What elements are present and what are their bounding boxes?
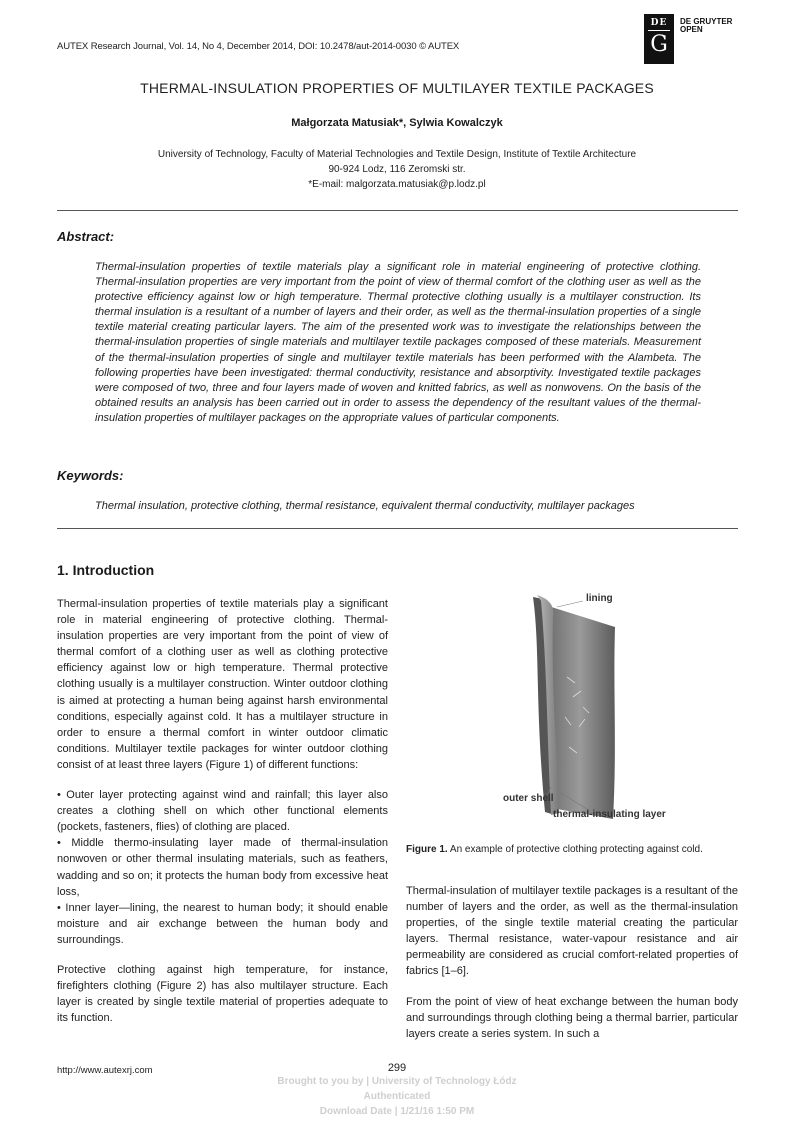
- bullet-middle-layer: • Middle thermo-insulating layer made of thermal-insulation nonwoven or other thermal insulating materials, such as feathers, wadding and so on; it protects the human body from excessive heat loss,: [57, 837, 388, 898]
- divider-top: [57, 210, 738, 211]
- figure-1-image: [495, 587, 670, 827]
- affiliation-line1: University of Technology, Faculty of Material Technologies and Textile Design, Institute of Textile Architecture: [157, 149, 637, 160]
- logo-top-text: DE: [650, 18, 668, 28]
- publisher-name: [680, 18, 732, 34]
- watermark-line1: Brought to you by | University of Technology Łódz: [277, 1076, 517, 1087]
- abstract-body: Thermal-insulation properties of textile materials play a significant role in material engineering of protective clothing. Thermal-insulation properties are very important from the point of view of thermal comfort of the clothing user as well as the protective efficiency against low or high temperature. Thermal protective clothing usually is a multilayer construction. Its thermal insulation is a resultant of a number of layers and their order, as well as the thermal-insulation properties of a single textile material creating particular layers. The aim of the presented work was to investigate the relationships between the thermal-insulation properties of single materials and multilayer textile packages composed of these materials. Measurement of the thermal-insulation properties of single and multilayer textile materials has been performed with the Alambeta. The following properties have been investigated: thermal conductivity, resistance and absorptivity. Investigated textile packages were composed of two, three and four layers made of woven and knitted fabrics, as well as nonwovens. On the basis of the obtained results an analysis has been carried out in order to assess the dependency of the resultant values of the thermal-insulation properties of multilayer packages on the appropriate values of particular components.: [95, 261, 701, 424]
- paper-authors: Małgorzata Matusiak*, Sylwia Kowalczyk: [291, 117, 503, 129]
- publisher-line1: DE GRUYTER: [680, 17, 733, 26]
- publisher-logo: [644, 14, 674, 64]
- figure-label-thermal-layer: thermal-insulating layer: [553, 809, 666, 820]
- watermark-line3: Download Date | 1/21/16 1:50 PM: [319, 1106, 475, 1117]
- bullet-outer-layer: • Outer layer protecting against wind and rainfall; this layer also creates a clothing shell on which other functional elements (pockets, fasteners, flies) of clothing are placed.: [57, 789, 388, 834]
- watermark-line2: Authenticated: [363, 1091, 431, 1102]
- affiliation-email[interactable]: *E-mail: malgorzata.matusiak@p.lodz.pl: [308, 179, 486, 190]
- keywords-heading: Keywords:: [57, 468, 124, 483]
- affiliation-line2: 90-924 Lodz, 116 Zeromski str.: [328, 164, 466, 175]
- logo-bottom-text: G: [650, 32, 668, 57]
- section-heading-introduction: 1. Introduction: [57, 562, 155, 578]
- intro-paragraph-3: Thermal-insulation of multilayer textile packages is a resultant of the number of layers and the order, as well as the thermal-insulation properties, of the single textile material creating the particular layers. Thermal resistance, water-vapour resistance and air permeability are considered as crucial comfort-related properties of fabrics [1–6].: [406, 885, 738, 978]
- caption-label: Figure 1.: [406, 844, 448, 855]
- journal-citation: AUTEX Research Journal, Vol. 14, No 4, December 2014, DOI: 10.2478/aut-2014-0030 © AUTEX: [57, 41, 460, 52]
- bullet-inner-layer: • Inner layer—lining, the nearest to human body; it should enable moisture and air exchange between the human body and surroundings.: [57, 901, 388, 946]
- publisher-line2: OPEN: [680, 25, 703, 34]
- paper-title: THERMAL-INSULATION PROPERTIES OF MULTILAYER TEXTILE PACKAGES: [140, 80, 654, 96]
- abstract-heading: Abstract:: [57, 229, 115, 244]
- caption-text: An example of protective clothing protecting against cold.: [449, 844, 703, 855]
- intro-paragraph-2: Protective clothing against high temperature, for instance, firefighters clothing (Figure 2) has also multilayer structure. Each layer is created by single textile material of properties adequate to its function.: [57, 963, 388, 1025]
- footer-url-link[interactable]: http://www.autexrj.com: [57, 1065, 153, 1076]
- intro-paragraph-4: From the point of view of heat exchange between the human body and surroundings through clothing being a thermal barrier, particular layers create a series system. In such a: [406, 995, 738, 1040]
- divider-bottom: [57, 528, 738, 529]
- keywords-body: Thermal insulation, protective clothing, thermal resistance, equivalent thermal conductivity, multilayer packages: [95, 500, 635, 512]
- intro-paragraph-1: Thermal-insulation properties of textile materials play a significant role in material engineering of protective clothing. Thermal-insulation properties are very important from the point of view of thermal comfort of a clothing user as well as clothing protective efficiency against low or high temperature. Thermal protective clothing usually is a multilayer construction. Winter outdoor clothing is aimed at protecting a human being against harsh environmental conditions, especially against cold. It has a multilayer structure in order to ensure a thermal comfort in winter outdoor climatic conditions. Multilayer textile packages for winter outdoor clothing consist of at least three layers (Figure 1) of different functions:: [57, 598, 388, 771]
- right-column: [406, 883, 738, 1056]
- figure-1-caption: [406, 844, 703, 855]
- download-watermark: [0, 1074, 794, 1119]
- left-column: [57, 596, 388, 1040]
- figure-label-outer-shell: outer shell: [503, 793, 554, 804]
- affiliation: [0, 147, 794, 192]
- page-number: 299: [387, 1062, 407, 1074]
- figure-label-lining: lining: [586, 593, 613, 604]
